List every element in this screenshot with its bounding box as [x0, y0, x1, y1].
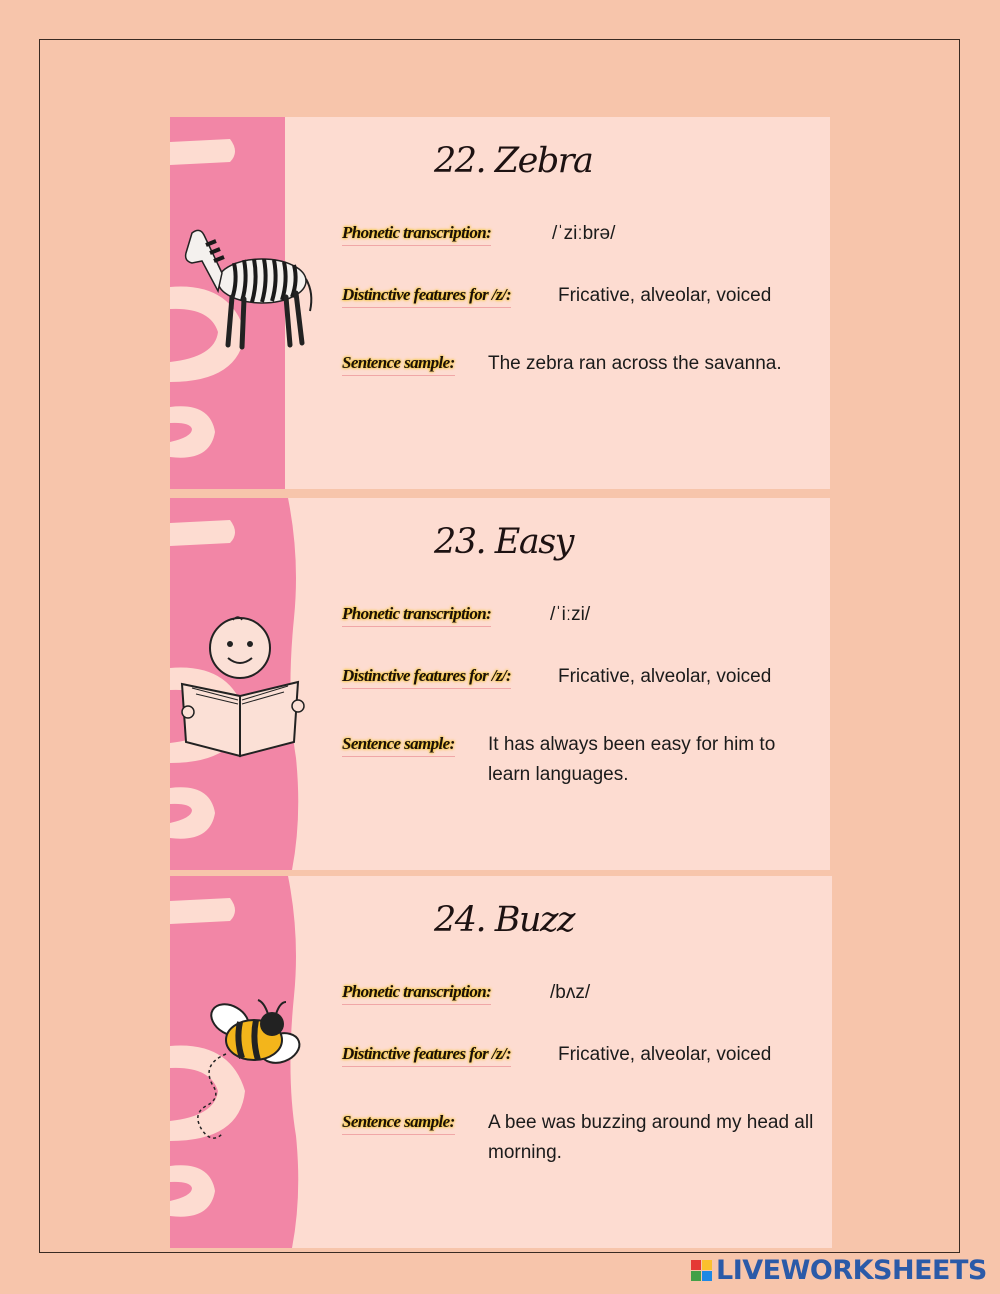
features-value: Fricative, alveolar, voiced: [558, 1044, 772, 1065]
reading-person-illustration: [178, 614, 320, 764]
phonetic-value: /ˈziːbrə/: [552, 223, 616, 244]
sentence-label: Sentence sample:: [342, 734, 455, 757]
flashcard-buzz: [170, 876, 832, 1248]
features-value: Fricative, alveolar, voiced: [558, 285, 772, 306]
phonetic-value: /ˈiːzi/: [550, 604, 591, 625]
phonetic-value: /bʌz/: [550, 982, 591, 1003]
phonetic-label: Phonetic transcription:: [342, 982, 491, 1005]
liveworksheets-logo[interactable]: [691, 1253, 987, 1287]
card-title: 22. Zebra: [434, 141, 593, 181]
sentence-label: Sentence sample:: [342, 353, 455, 376]
features-label: Distinctive features for /z/:: [342, 285, 511, 308]
features-label: Distinctive features for /z/:: [342, 666, 511, 689]
card-title: 23. Easy: [434, 522, 573, 562]
sentence-value: The zebra ran across the savanna.: [488, 353, 782, 374]
phonetic-label: Phonetic transcription:: [342, 604, 491, 627]
sentence-label: Sentence sample:: [342, 1112, 455, 1135]
flashcard-easy: [170, 498, 830, 870]
bee-illustration: [192, 994, 304, 1144]
sentence-value: A bee was buzzing around my head all morning.: [488, 1112, 814, 1163]
logo-wordmark: LIVEWORKSHEETS: [716, 1254, 987, 1286]
card-title: 24. Buzz: [434, 900, 574, 940]
zebra-illustration: [182, 213, 317, 353]
features-label: Distinctive features for /z/:: [342, 1044, 511, 1067]
flashcard-zebra: [170, 117, 830, 489]
sentence-value: It has always been easy for him to learn languages.: [488, 734, 776, 785]
features-value: Fricative, alveolar, voiced: [558, 666, 772, 687]
logo-icon: [691, 1260, 712, 1281]
phonetic-label: Phonetic transcription:: [342, 223, 491, 246]
